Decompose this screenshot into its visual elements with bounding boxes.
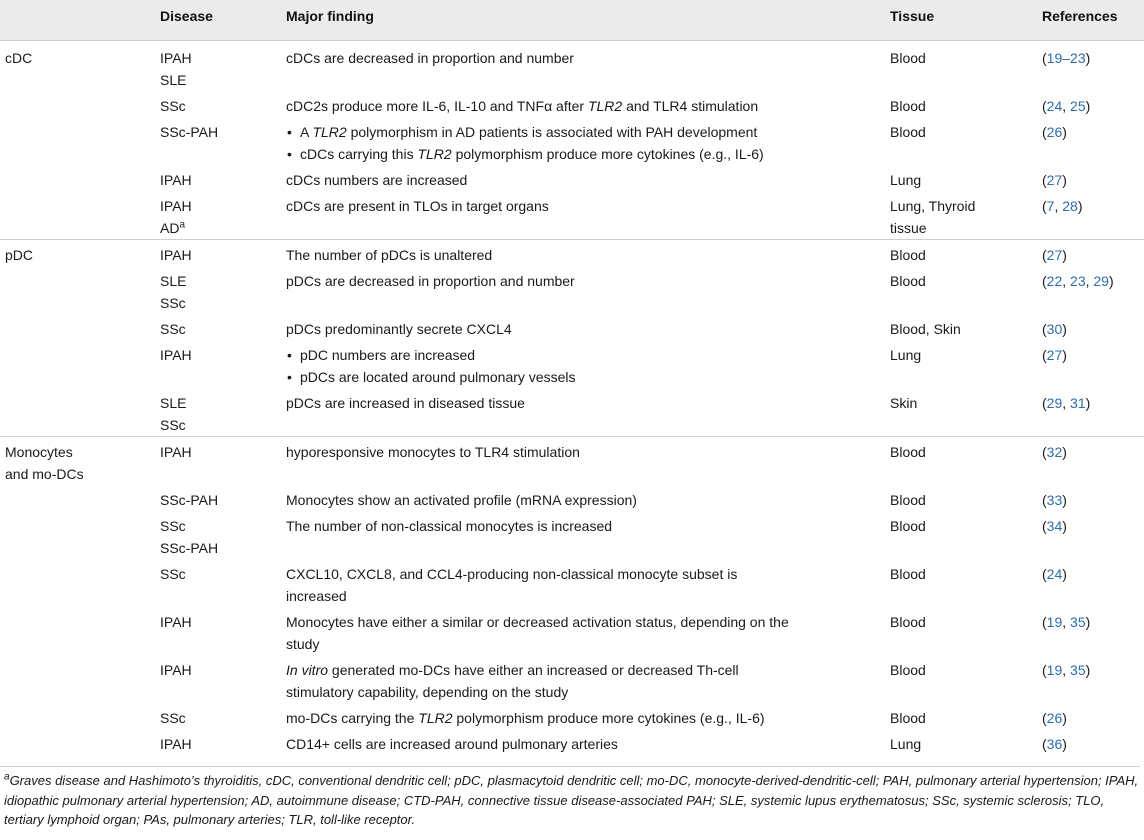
header-tissue: Tissue [884, 0, 1036, 40]
reference-citation[interactable]: (19–23) [1042, 49, 1091, 66]
reference-link[interactable]: 30 [1046, 320, 1063, 337]
references-cell [1036, 511, 1144, 559]
reference-citation[interactable]: (7, 28) [1042, 197, 1083, 214]
reference-citation[interactable]: (19, 35) [1042, 661, 1091, 678]
finding-line: Monocytes show an activated profile (mRNA expression) [286, 491, 637, 508]
reference-citation[interactable]: (24) [1042, 565, 1067, 582]
table-row [0, 607, 1144, 655]
cell-type-group [0, 239, 154, 266]
finding-line: The number of non-classical monocytes is increased [286, 517, 613, 534]
table-row [0, 165, 1144, 191]
major-finding-cell [280, 388, 884, 437]
disease-cell-line: SSc [160, 517, 186, 534]
major-finding-cell [280, 40, 884, 91]
references-cell [1036, 91, 1144, 117]
reference-link[interactable]: 27 [1046, 246, 1063, 263]
tissue-cell-line: Blood [890, 661, 926, 678]
references-cell [1036, 729, 1144, 757]
finding-bullet-item: • pDC numbers are increased [300, 344, 878, 366]
references-cell [1036, 559, 1144, 607]
disease-cell-line: IPAH [160, 735, 192, 752]
tissue-cell [884, 314, 1036, 340]
cell-type-group [0, 314, 154, 340]
table-row [0, 559, 1144, 607]
header-cell-type [0, 0, 154, 40]
disease-cell [154, 91, 280, 117]
reference-link[interactable]: 26 [1046, 709, 1063, 726]
finding-line: The number of pDCs is unaltered [286, 246, 493, 263]
table-row [0, 40, 1144, 91]
finding-line: study [286, 635, 320, 652]
disease-cell [154, 436, 280, 485]
reference-citation[interactable]: (22, 23, 29) [1042, 272, 1114, 289]
disease-cell-line: IPAH [160, 613, 192, 630]
reference-link[interactable]: 31 [1070, 394, 1086, 411]
tissue-cell-line: Blood [890, 517, 926, 534]
major-finding-cell [280, 191, 884, 240]
references-cell [1036, 388, 1144, 437]
table-row [0, 655, 1144, 703]
finding-line: increased [286, 587, 347, 604]
tissue-cell [884, 340, 1036, 388]
references-cell [1036, 117, 1144, 165]
reference-citation[interactable]: (33) [1042, 491, 1067, 508]
cell-type-group [0, 511, 154, 559]
finding-line: mo-DCs carrying the TLR2 polymorphism produce more cytokines (e.g., IL-6) [286, 709, 765, 726]
reference-link[interactable]: 28 [1062, 197, 1078, 214]
cell-type-group [0, 655, 154, 703]
disease-cell [154, 485, 280, 511]
major-finding-cell [280, 436, 884, 485]
tissue-cell-line: Blood, Skin [890, 320, 961, 337]
tissue-cell [884, 703, 1036, 729]
tissue-cell-line: Blood [890, 272, 926, 289]
table-row [0, 266, 1144, 314]
major-finding-cell [280, 655, 884, 703]
reference-link[interactable]: 24 [1046, 565, 1063, 582]
table-row [0, 91, 1144, 117]
disease-cell-line: IPAH [160, 171, 192, 188]
cell-type-group [0, 485, 154, 511]
tissue-cell [884, 191, 1036, 240]
reference-citation[interactable]: (19, 35) [1042, 613, 1091, 630]
reference-link[interactable]: 25 [1070, 97, 1086, 114]
cell-type-group-line: and mo-DCs [5, 465, 84, 482]
tissue-cell [884, 165, 1036, 191]
reference-link[interactable]: 35 [1070, 613, 1086, 630]
major-finding-cell [280, 91, 884, 117]
references-cell [1036, 703, 1144, 729]
tissue-cell [884, 511, 1036, 559]
reference-link[interactable]: 22 [1046, 272, 1063, 289]
finding-line: Monocytes have either a similar or decreased activation status, depending on the [286, 613, 789, 630]
table-row [0, 191, 1144, 240]
tissue-cell [884, 485, 1036, 511]
reference-link[interactable]: 29 [1093, 272, 1109, 289]
reference-link[interactable]: 23 [1070, 272, 1086, 289]
header-references: References [1036, 0, 1144, 40]
table-footnote [0, 766, 1140, 830]
references-cell [1036, 40, 1144, 91]
cell-type-group-label: pDC [5, 246, 34, 263]
tissue-cell [884, 388, 1036, 437]
major-finding-cell [280, 117, 884, 165]
major-finding-cell [280, 340, 884, 388]
finding-line: cDCs are present in TLOs in target organs [286, 197, 549, 214]
table-row [0, 703, 1144, 729]
references-cell [1036, 436, 1144, 485]
disease-cell-line: IPAH [160, 443, 192, 460]
references-cell [1036, 191, 1144, 240]
tissue-cell [884, 117, 1036, 165]
disease-cell [154, 165, 280, 191]
tissue-cell-line: Lung, Thyroid [890, 197, 976, 214]
reference-link[interactable]: 33 [1046, 491, 1063, 508]
disease-cell [154, 655, 280, 703]
tissue-cell [884, 655, 1036, 703]
tissue-cell [884, 436, 1036, 485]
disease-cell-line: SSc [160, 294, 186, 311]
table-row [0, 239, 1144, 266]
major-finding-cell [280, 607, 884, 655]
tissue-cell [884, 40, 1036, 91]
table-row [0, 729, 1144, 757]
tissue-cell [884, 559, 1036, 607]
disease-cell-line: $AD^a$ [160, 218, 186, 236]
disease-cell-line: SSc [160, 709, 186, 726]
tissue-cell-line: Blood [890, 709, 926, 726]
cell-type-group [0, 340, 154, 388]
major-finding-cell [280, 485, 884, 511]
major-finding-cell [280, 266, 884, 314]
reference-citation[interactable]: (24, 25) [1042, 97, 1091, 114]
major-finding-cell [280, 239, 884, 266]
reference-link[interactable]: 29 [1046, 394, 1063, 411]
table-body [0, 40, 1144, 757]
finding-line: stimulatory capability, depending on the study [286, 683, 569, 700]
major-finding-cell [280, 511, 884, 559]
disease-cell [154, 40, 280, 91]
reference-link[interactable]: 35 [1070, 661, 1086, 678]
finding-line: In vitro generated mo-DCs have either an increased or decreased Th-cell [286, 661, 739, 678]
disease-cell-line: SSc-PAH [160, 123, 219, 140]
tissue-cell-line: Blood [890, 491, 926, 508]
tissue-cell [884, 91, 1036, 117]
finding-bullet-item: • cDCs carrying this TLR2 polymorphism produce more cytokines (e.g., IL-6) [300, 143, 878, 165]
cell-type-group [0, 40, 154, 91]
finding-line: pDCs are decreased in proportion and number [286, 272, 575, 289]
tissue-cell-line: Blood [890, 246, 926, 263]
disease-cell [154, 703, 280, 729]
references-cell [1036, 340, 1144, 388]
references-cell [1036, 266, 1144, 314]
finding-line: CD14+ cells are increased around pulmonary arteries [286, 735, 618, 752]
cell-type-group [0, 388, 154, 437]
disease-cell-line: IPAH [160, 661, 192, 678]
references-cell [1036, 239, 1144, 266]
disease-cell-line: SSc [160, 97, 186, 114]
finding-bullet-item: • pDCs are located around pulmonary vessels [300, 366, 878, 388]
reference-link[interactable]: 19–23 [1046, 49, 1086, 66]
reference-citation[interactable]: (32) [1042, 443, 1067, 460]
tissue-cell-line: Blood [890, 49, 926, 66]
tissue-cell-line: Blood [890, 97, 926, 114]
reference-citation[interactable]: (27) [1042, 246, 1067, 263]
header-disease: Disease [154, 0, 280, 40]
tissue-cell-line: Blood [890, 443, 926, 460]
disease-cell-line: SSc [160, 416, 186, 433]
disease-cell-line: SSc-PAH [160, 491, 219, 508]
finding-line: pDCs predominantly secrete CXCL4 [286, 320, 512, 337]
disease-cell [154, 314, 280, 340]
references-cell [1036, 314, 1144, 340]
footnote-marker: a [4, 771, 10, 783]
tissue-cell-line: Lung [890, 735, 922, 752]
reference-citation[interactable]: (26) [1042, 123, 1067, 140]
reference-link[interactable]: 19 [1046, 661, 1063, 678]
tissue-cell [884, 239, 1036, 266]
disease-cell-line: SLE [160, 394, 187, 411]
reference-citation[interactable]: (30) [1042, 320, 1067, 337]
reference-link[interactable]: 19 [1046, 613, 1063, 630]
references-cell [1036, 165, 1144, 191]
reference-link[interactable]: 26 [1046, 123, 1063, 140]
finding-bullet-item: • A TLR2 polymorphism in AD patients is associated with PAH development [300, 121, 878, 143]
cell-type-group [0, 91, 154, 117]
disease-cell-line: SSc-PAH [160, 539, 219, 556]
table-row [0, 314, 1144, 340]
reference-citation[interactable]: (29, 31) [1042, 394, 1091, 411]
tissue-cell-line: Blood [890, 565, 926, 582]
reference-citation[interactable]: (27) [1042, 346, 1067, 363]
disease-cell [154, 511, 280, 559]
reference-link[interactable]: 27 [1046, 346, 1063, 363]
tissue-cell-line: Blood [890, 123, 926, 140]
finding-bullet-list [286, 121, 878, 165]
disease-cell [154, 729, 280, 757]
disease-cell-line: SSc [160, 320, 186, 337]
cell-type-group-line: Monocytes [5, 443, 73, 460]
disease-cell [154, 340, 280, 388]
disease-cell-line: SSc [160, 565, 186, 582]
disease-cell-line: IPAH [160, 49, 192, 66]
tissue-cell [884, 729, 1036, 757]
finding-line: hyporesponsive monocytes to TLR4 stimulation [286, 443, 580, 460]
header-major-finding: Major finding [280, 0, 884, 40]
disease-cell [154, 607, 280, 655]
table-row [0, 485, 1144, 511]
disease-cell [154, 388, 280, 437]
tissue-cell-line: Lung [890, 171, 922, 188]
table-row [0, 117, 1144, 165]
cell-type-group [0, 165, 154, 191]
reference-link[interactable]: 27 [1046, 171, 1063, 188]
reference-link[interactable]: 24 [1046, 97, 1063, 114]
finding-bullet-list [286, 344, 878, 388]
disease-cell [154, 266, 280, 314]
reference-link[interactable]: 36 [1046, 735, 1063, 752]
disease-cell [154, 559, 280, 607]
tissue-cell-line: Blood [890, 613, 926, 630]
tissue-cell-line: tissue [890, 219, 927, 236]
reference-citation[interactable]: (26) [1042, 709, 1067, 726]
footnote-ref-marker: a [179, 218, 186, 230]
references-cell [1036, 655, 1144, 703]
table-row [0, 340, 1144, 388]
disease-cell [154, 117, 280, 165]
tissue-cell-line: Skin [890, 394, 918, 411]
table-row [0, 511, 1144, 559]
table-row [0, 388, 1144, 437]
reference-link[interactable]: 34 [1046, 517, 1063, 534]
references-cell [1036, 485, 1144, 511]
cell-type-group [0, 703, 154, 729]
finding-line: cDCs are decreased in proportion and number [286, 49, 574, 66]
major-finding-cell [280, 314, 884, 340]
major-finding-cell [280, 559, 884, 607]
disease-cell [154, 191, 280, 240]
table-header-row [0, 0, 1144, 40]
disease-cell [154, 239, 280, 266]
finding-line: CXCL10, CXCL8, and CCL4-producing non-classical monocyte subset is [286, 565, 738, 582]
disease-cell-line: SLE [160, 71, 187, 88]
reference-link[interactable]: 7 [1046, 197, 1055, 214]
disease-cell-line: IPAH [160, 246, 192, 263]
major-finding-cell [280, 165, 884, 191]
cell-type-group-label: cDC [5, 49, 33, 66]
reference-citation[interactable]: (36) [1042, 735, 1067, 752]
cell-type-group [0, 191, 154, 240]
tissue-cell [884, 607, 1036, 655]
disease-cell-line: IPAH [160, 346, 192, 363]
major-finding-cell [280, 703, 884, 729]
table-row [0, 436, 1144, 485]
cell-type-group [0, 436, 154, 485]
finding-line: cDC2s produce more IL-6, IL-10 and TNFα after TLR2 and TLR4 stimulation [286, 97, 759, 114]
references-cell [1036, 607, 1144, 655]
tissue-cell-line: Lung [890, 346, 922, 363]
finding-line: cDCs numbers are increased [286, 171, 468, 188]
reference-link[interactable]: 32 [1046, 443, 1063, 460]
disease-cell-line: IPAH [160, 197, 192, 214]
cell-type-group [0, 607, 154, 655]
reference-citation[interactable]: (34) [1042, 517, 1067, 534]
cell-type-group [0, 559, 154, 607]
major-finding-cell [280, 729, 884, 757]
footnote-text: Graves disease and Hashimoto’s thyroiditis, cDC, conventional dendritic cell; pDC, plasmacytoid dendritic cell; mo-DC, monocyte-derived-dendritic-cell; PAH, pulmonary arterial hypertension; IPAH, idiopathic pulmonary arterial hypertension; AD, autoimmune disease; CTD-PAH, connective tissue disease-associated PAH; SLE, systemic lupus erythematosus; SSc, systemic sclerosis; TLO, tertiary lymphoid organ; PAs, pulmonary arteries; TLR, toll-like receptor. [4, 773, 1139, 827]
cell-type-group [0, 266, 154, 314]
tissue-cell [884, 266, 1036, 314]
cell-type-group [0, 117, 154, 165]
reference-citation[interactable]: (27) [1042, 171, 1067, 188]
cell-type-group [0, 729, 154, 757]
finding-line: pDCs are increased in diseased tissue [286, 394, 525, 411]
disease-cell-line: SLE [160, 272, 187, 289]
